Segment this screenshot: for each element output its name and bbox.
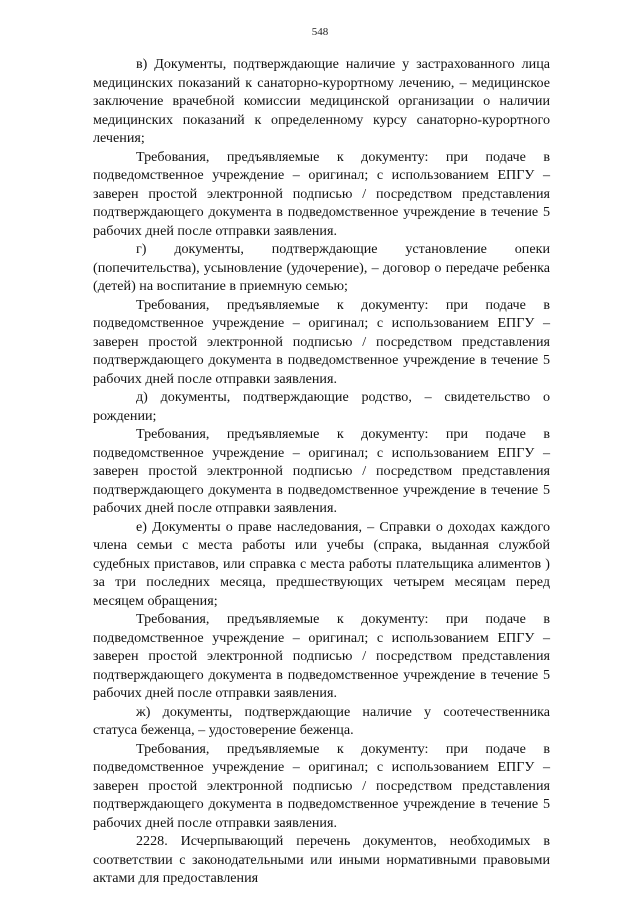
paragraph-v-medical-indications: в) Документы, подтверждающие наличие у застрахованного лица медицинских показаний к санаторно-курортному лечению, – медицинское заключение врачебной комиссии медицинской организации о наличии медицинских показаний к определенному курсу санаторно-курортного лечения; [93,56,550,146]
paragraph-requirements: Требования, предъявляемые к документу: при подаче в подведомственное учреждение – оригинал; с использованием ЕПГУ – заверен простой электронной подписью / посредством представления подтверждающего документа в подведомственное учреждение в течение 5 рабочих дней после отправки заявления. [93,611,550,701]
paragraph-e-inheritance-income: е) Документы о праве наследования, – Справки о доходах каждого члена семьи с места работы или учебы (спрака, выданная службой судебных приставов, или справка с места работы плательщика алиментов ) за три последних месяца, предшествующих четырем месяцам перед месяцем обращения; [93,518,550,609]
paragraph-d-kinship: д) документы, подтверждающие родство, – свидетельство о рождении; [93,389,550,424]
paragraph-requirements: Требования, предъявляемые к документу: при подаче в подведомственное учреждение – оригинал; с использованием ЕПГУ – заверен простой электронной подписью / посредством представления подтверждающего документа в подведомственное учреждение в течение 5 рабочих дней после отправки заявления. [93,740,550,831]
paragraph-requirements: Требования, предъявляемые к документу: при подаче в подведомственное учреждение – оригинал; с использованием ЕПГУ – заверен простой электронной подписью / посредством представления подтверждающего документа в подведомственное учреждение в течение 5 рабочих дней после отправки заявления. [93,426,550,516]
paragraph-zh-refugee-status: ж) документы, подтверждающие наличие у соотечественника статуса беженца, – удостоверение беженца. [93,703,550,738]
paragraph-2228-document-list: 2228. Исчерпывающий перечень документов, необходимых в соответствии с законодательными или иными нормативными правовыми актами для предоставления [93,833,550,886]
paragraph-requirements: Требования, предъявляемые к документу: при подаче в подведомственное учреждение – оригинал; с использованием ЕПГУ – заверен простой электронной подписью / посредством представления подтверждающего документа в подведомственное учреждение в течение 5 рабочих дней после отправки заявления. [93,148,550,239]
paragraph-requirements: Требования, предъявляемые к документу: при подаче в подведомственное учреждение – оригинал; с использованием ЕПГУ – заверен простой электронной подписью / посредством представления подтверждающего документа в подведомственное учреждение в течение 5 рабочих дней после отправки заявления. [93,296,550,387]
paragraph-g-guardianship: г) документы, подтверждающие установление опеки (попечительства), усыновление (удочерение), – договор о передаче ребенка (детей) на воспитание в приемную семью; [93,241,550,294]
document-body [93,55,550,888]
page-number: 548 [311,26,329,38]
